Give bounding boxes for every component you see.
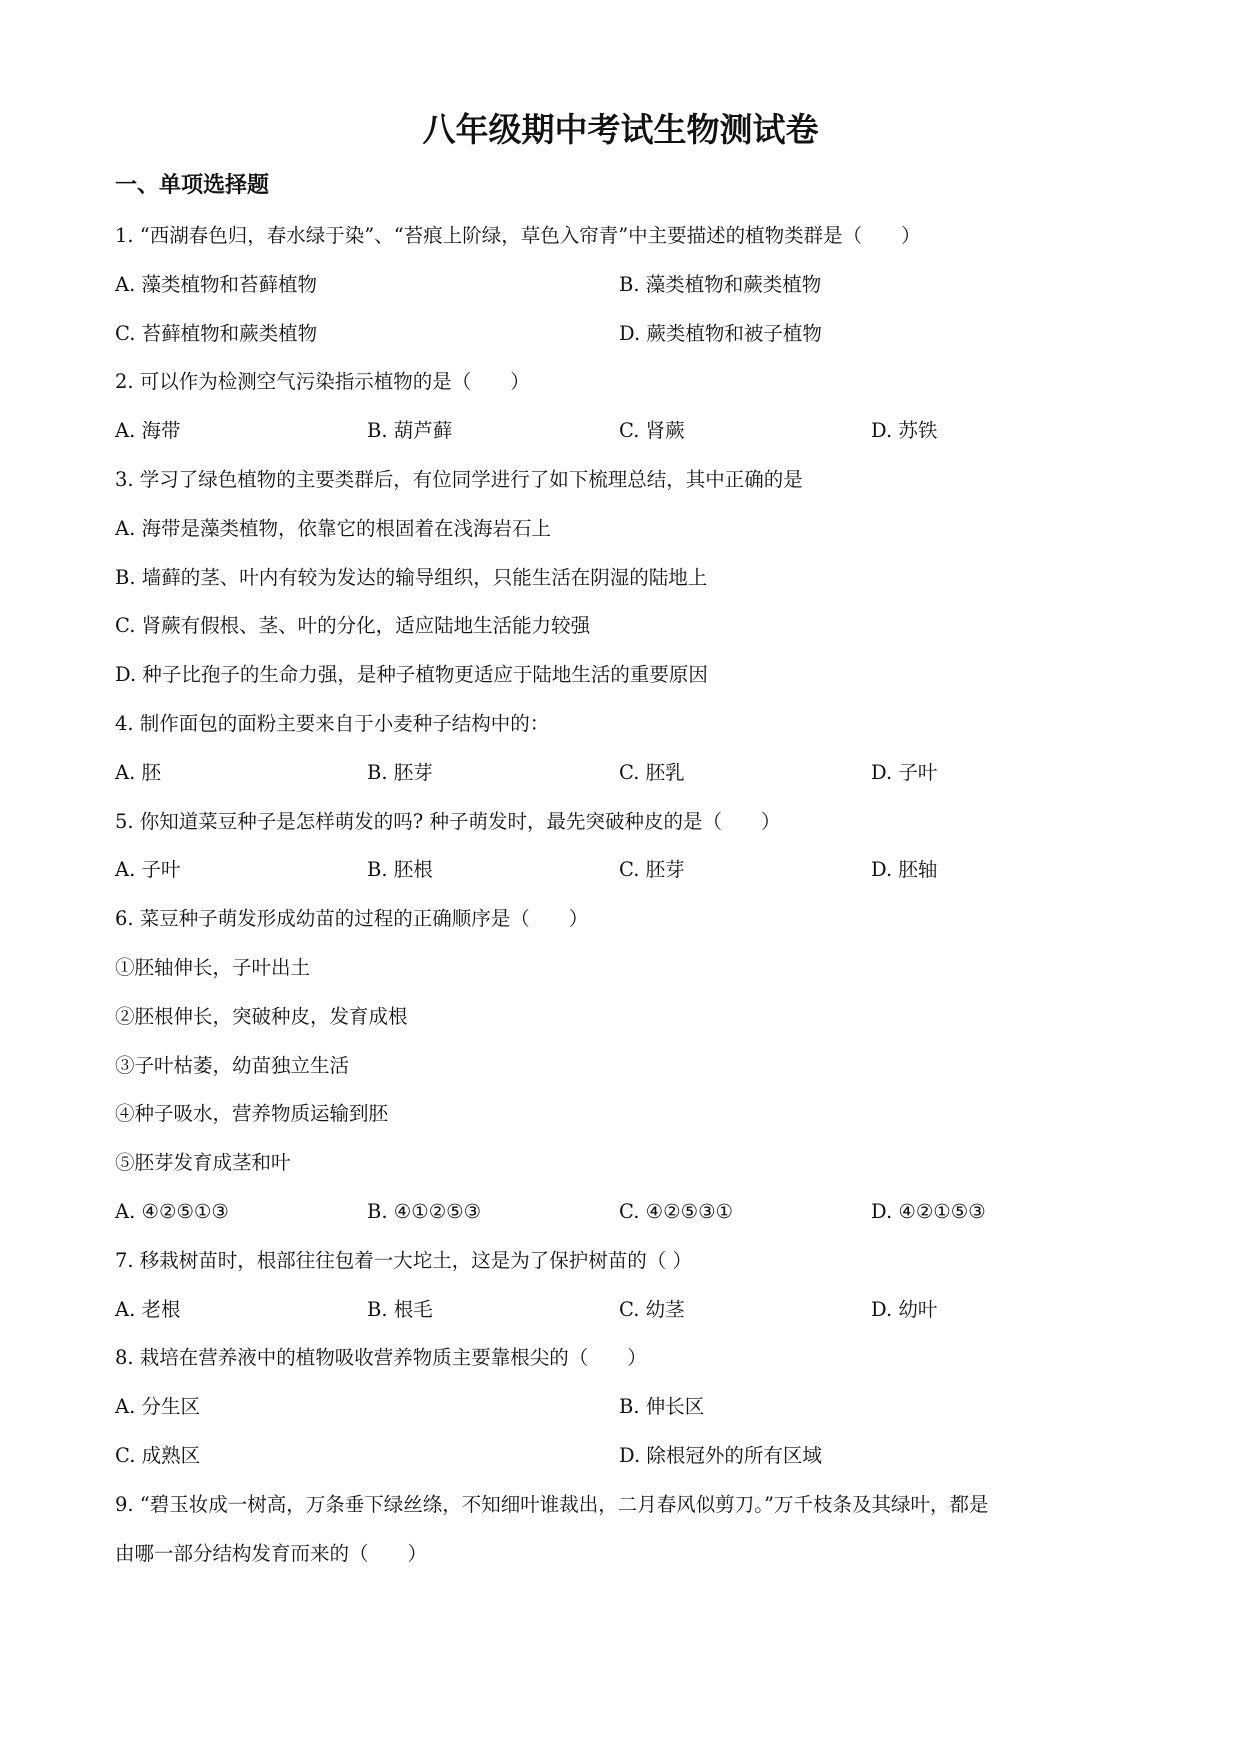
question-list: [115, 212, 1135, 1578]
option-a: A. 老根: [115, 1297, 181, 1321]
option-a: A. 海带是藻类植物，依靠它的根固着在浅海岩石上: [115, 516, 551, 540]
option-d: D. 蕨类植物和被子植物: [619, 321, 822, 345]
option-c: C. 胚乳: [619, 760, 685, 784]
option-d: D. 苏铁: [871, 419, 938, 443]
option-c: C. 肾蕨有假根、茎、叶的分化，适应陆地生活能力较强: [115, 614, 591, 638]
section-heading: 一、单项选择题: [115, 173, 270, 198]
option-row: [115, 1383, 1135, 1432]
process-step: ③子叶枯萎，幼苗独立生活: [115, 1053, 350, 1077]
option-a: A. 胚: [115, 760, 161, 784]
question-stem: 1. “西湖春色归，春水绿于染”、“苔痕上阶绿，草色入帘青”中主要描述的植物类群是（ ）: [115, 224, 921, 247]
option-b: B. 藻类植物和蕨类植物: [619, 272, 822, 296]
process-step: ④种子吸水，营养物质运输到胚: [115, 1102, 389, 1126]
option-b: B. 胚芽: [367, 760, 433, 784]
question-stem: 7. 移栽树苗时，根部往往包着一大坨土，这是为了保护树苗的（ ）: [115, 1248, 693, 1272]
option-row: [115, 407, 1135, 456]
option-b: B. 伸长区: [619, 1395, 705, 1419]
option-row: [115, 846, 1135, 895]
option-c: C. ④②⑤③①: [619, 1199, 734, 1223]
option-c: C. 幼茎: [619, 1297, 685, 1321]
process-step: ②胚根伸长，突破种皮，发育成根: [115, 1004, 408, 1028]
option-c: C. 成熟区: [115, 1443, 201, 1467]
option-b: B. 胚根: [367, 858, 433, 882]
option-a: A. 子叶: [115, 858, 181, 882]
process-step: ①胚轴伸长，子叶出土: [115, 955, 311, 979]
question-stem: 8. 栽培在营养液中的植物吸收营养物质主要靠根尖的（ ）: [115, 1346, 647, 1370]
option-d: D. 胚轴: [871, 858, 938, 882]
question-stem: 3. 学习了绿色植物的主要类群后，有位同学进行了如下梳理总结，其中正确的是: [115, 467, 803, 491]
option-c: C. 肾蕨: [619, 419, 685, 443]
option-d: D. ④②①⑤③: [871, 1199, 986, 1223]
option-b: B. ④①②⑤③: [367, 1199, 482, 1223]
question-stem: 5. 你知道菜豆种子是怎样萌发的吗? 种子萌发时，最先突破种皮的是（ ）: [115, 809, 781, 833]
option-a: A. 藻类植物和苔藓植物: [115, 272, 317, 296]
option-b: B. 葫芦藓: [367, 419, 453, 443]
option-d: D. 除根冠外的所有区域: [619, 1443, 822, 1467]
question-stem-continued: 由哪一部分结构发育而来的（ ）: [115, 1541, 428, 1565]
option-c: C. 苔藓植物和蕨类植物: [115, 321, 318, 345]
page-title: 八年级期中考试生物测试卷: [422, 110, 819, 149]
option-row: [115, 1432, 1135, 1481]
option-a: A. 海带: [115, 419, 181, 443]
option-row: [115, 749, 1135, 798]
option-row: [115, 261, 1135, 310]
question-stem: 9. “碧玉妆成一树高，万条垂下绿丝绦，不知细叶谁裁出，二月春风似剪刀。”万千枝条及其绿叶，都是: [115, 1492, 989, 1516]
question-stem: 6. 菜豆种子萌发形成幼苗的过程的正确顺序是（ ）: [115, 907, 589, 931]
option-b: B. 墙藓的茎、叶内有较为发达的输导组织，只能生活在阴湿的陆地上: [115, 565, 708, 589]
question-stem: 2. 可以作为检测空气污染指示植物的是（ ）: [115, 370, 530, 394]
option-b: B. 根毛: [367, 1297, 433, 1321]
option-d: D. 种子比孢子的生命力强，是种子植物更适应于陆地生活的重要原因: [115, 663, 708, 687]
option-a: A. ④②⑤①③: [115, 1199, 229, 1223]
option-c: C. 胚芽: [619, 858, 685, 882]
question-stem: 4. 制作面包的面粉主要来自于小麦种子结构中的：: [115, 711, 550, 735]
option-row: [115, 1188, 1135, 1237]
option-a: A. 分生区: [115, 1395, 200, 1419]
option-d: D. 幼叶: [871, 1297, 938, 1321]
option-d: D. 子叶: [871, 760, 938, 784]
option-row: [115, 1286, 1135, 1335]
process-step: ⑤胚芽发育成茎和叶: [115, 1151, 291, 1175]
option-row: [115, 310, 1135, 359]
